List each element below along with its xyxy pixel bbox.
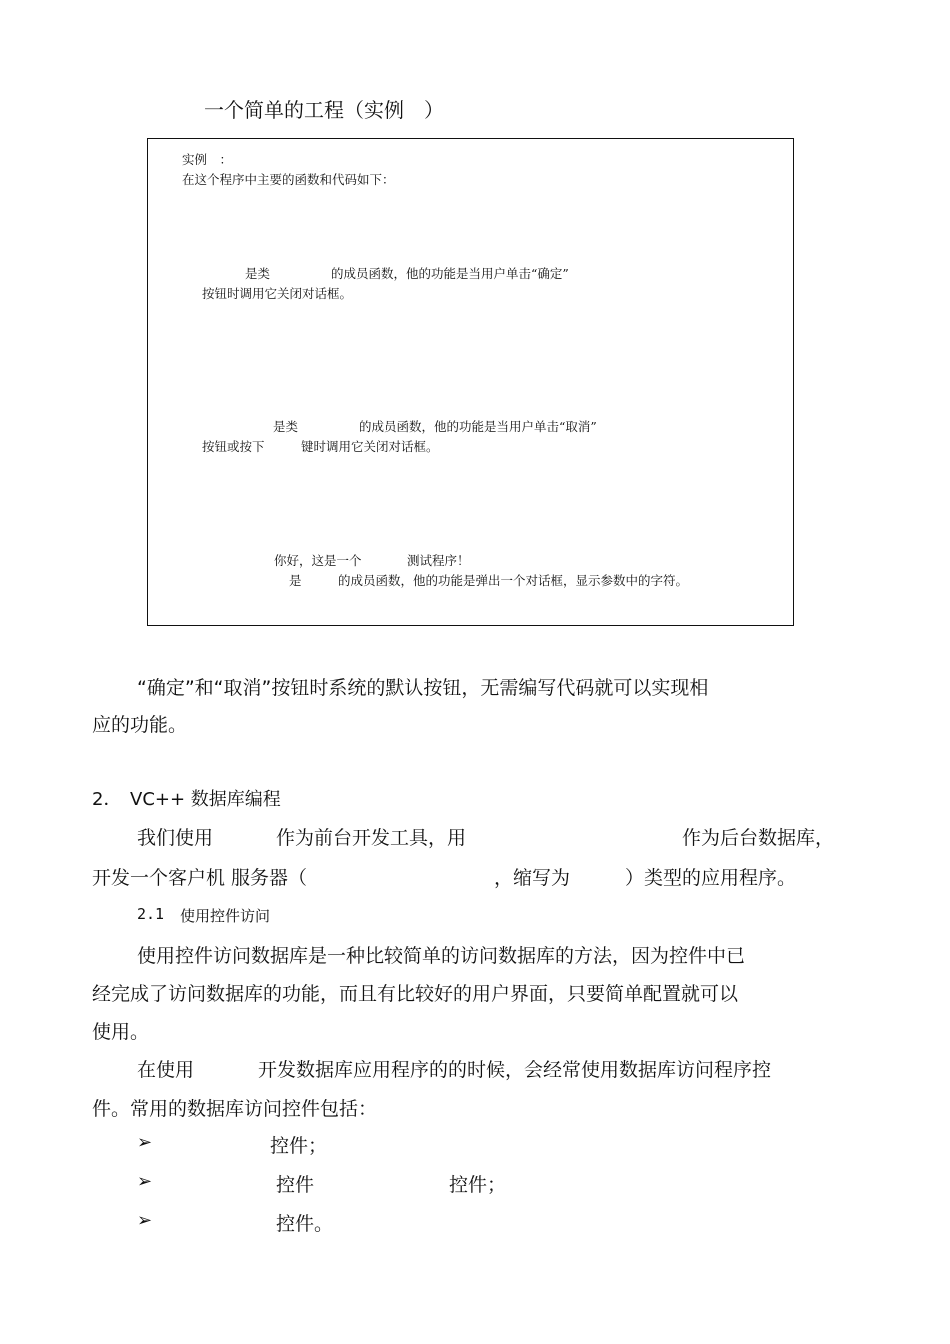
- paragraph-4-line-1b: 开发数据库应用程序的的时候，会经常使用数据库访问程序控: [258, 1059, 772, 1081]
- paragraph-2-line-2c: ）类型的应用程序。: [625, 867, 797, 889]
- box-desc3-part1: 你好，这是一个: [274, 553, 362, 568]
- paragraph-3-line-3: 使用。: [92, 1021, 150, 1043]
- section-2-number: 2．: [92, 789, 122, 810]
- box-desc1-part1: 是类: [245, 266, 271, 281]
- section-2-title: VC++ 数据库编程: [130, 789, 281, 810]
- paragraph-2-line-2b: ，缩写为: [494, 867, 571, 889]
- paragraph-2-line-1c: 作为后台数据库，: [682, 827, 835, 849]
- box-example-label: 实例 ：: [182, 152, 233, 167]
- paragraph-4-line-2: 件。常用的数据库访问控件包括：: [92, 1098, 378, 1120]
- box-desc3-part3: 是: [289, 573, 302, 588]
- bullet-2-text-a: 控件: [276, 1174, 315, 1196]
- section-2-1-title: 使用控件访问: [180, 907, 271, 925]
- paragraph-2-line-1a: 我们使用: [137, 827, 214, 849]
- code-example-box: [147, 138, 794, 626]
- box-desc2-part2: 的成员函数，他的功能是当用户单击“取消”: [359, 419, 597, 434]
- box-desc3-part4: 的成员函数，他的功能是弹出一个对话框，显示参数中的字符。: [338, 573, 689, 588]
- section-2-1-number: 2.1: [137, 905, 165, 923]
- bullet-1-marker: ➢: [137, 1132, 153, 1153]
- bullet-3-marker: ➢: [137, 1210, 153, 1231]
- paragraph-2-line-1b: 作为前台开发工具，用: [276, 827, 467, 849]
- bullet-2-text-b: 控件；: [449, 1174, 507, 1196]
- box-desc2-part1: 是类: [273, 419, 299, 434]
- bullet-3-text: 控件。: [276, 1213, 334, 1235]
- paragraph-1-line-1: “确定”和“取消”按钮时系统的默认按钮，无需编写代码就可以实现相: [137, 677, 709, 699]
- bullet-2-marker: ➢: [137, 1171, 153, 1192]
- bullet-1-text: 控件；: [270, 1135, 328, 1157]
- box-desc2-part4: 键时调用它关闭对话框。: [301, 439, 439, 454]
- box-intro-text: 在这个程序中主要的函数和代码如下：: [182, 172, 395, 187]
- paragraph-4-line-1a: 在使用: [137, 1059, 195, 1081]
- paragraph-3-line-1: 使用控件访问数据库是一种比较简单的访问数据库的方法，因为控件中已: [137, 945, 746, 967]
- paragraph-2-line-2a: 开发一个客户机 服务器（: [92, 867, 308, 889]
- paragraph-3-line-2: 经完成了访问数据库的功能，而且有比较好的用户界面，只要简单配置就可以: [92, 983, 739, 1005]
- box-desc3-part2: 测试程序！: [407, 553, 470, 568]
- box-desc1-part3: 按钮时调用它关闭对话框。: [202, 286, 353, 301]
- section-heading: 一个简单的工程（实例 ）: [204, 98, 444, 122]
- box-desc2-part3: 按钮或按下: [202, 439, 265, 454]
- paragraph-1-line-2: 应的功能。: [92, 714, 188, 736]
- box-desc1-part2: 的成员函数，他的功能是当用户单击“确定”: [331, 266, 569, 281]
